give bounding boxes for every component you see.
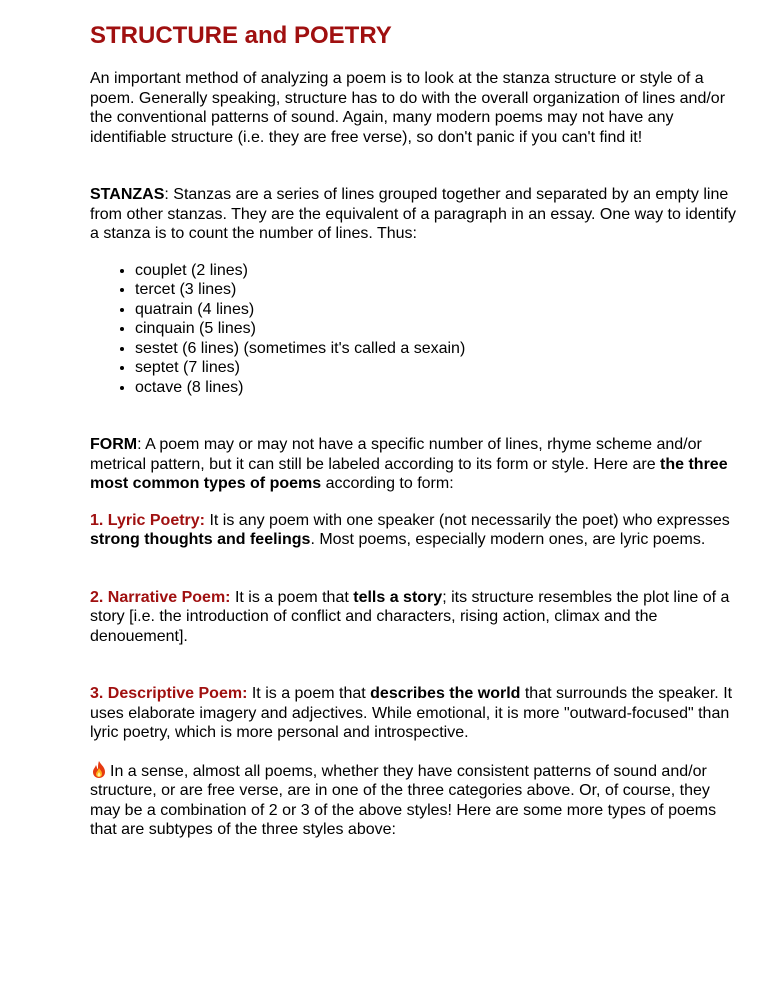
flame-icon (90, 760, 108, 779)
descriptive-bold: describes the world (370, 685, 521, 702)
form-paragraph (90, 435, 740, 494)
stanzas-text: : Stanzas are a series of lines grouped together and separated by an empty line from other stanzas. They are the equivalent of a paragraph in an essay. One way to identify a stanza is to count the number of lines. Thus: (90, 186, 736, 242)
narrative-bold: tells a story (353, 588, 443, 606)
narrative-paragraph (90, 588, 740, 647)
descriptive-text-a: It is a poem that (247, 685, 371, 702)
lyric-bold: strong thoughts and feelings (90, 531, 311, 548)
list-item: • septet (7 lines) (135, 358, 740, 378)
list-item: • octave (8 lines) (135, 378, 740, 398)
descriptive-paragraph (90, 684, 740, 743)
form-label: FORM (90, 436, 138, 453)
page-title: STRUCTURE and POETRY (90, 22, 392, 49)
descriptive-label: 3. Descriptive Poem: (90, 685, 248, 702)
lyric-label: 1. Lyric Poetry: (90, 511, 206, 529)
list-item: • couplet (2 lines) (135, 261, 740, 281)
narrative-label: 2. Narrative Poem: (90, 588, 231, 606)
list-item: • quatrain (4 lines) (135, 300, 740, 320)
list-item: • tercet (3 lines) (135, 280, 740, 300)
narrative-text-a: It is a poem that (230, 588, 354, 606)
stanzas-label: STANZAS (90, 186, 165, 203)
document-page (90, 20, 740, 840)
form-text-b: according to form: (321, 475, 454, 492)
list-item: • cinquain (5 lines) (135, 319, 740, 339)
list-item: • sestet (6 lines) (sometimes it's called a sexain) (135, 339, 740, 359)
note-paragraph (90, 760, 740, 840)
stanza-list (90, 261, 740, 398)
lyric-text-b: . Most poems, especially modern ones, are lyric poems. (310, 531, 706, 548)
form-text-a: : A poem may or may not have a specific number of lines, rhyme scheme and/or metrical pattern, but it can still be labeled according to its form or style. Here are (90, 436, 702, 473)
lyric-text-a: It is any poem with one speaker (not necessarily the poet) who expresses (205, 511, 730, 529)
descriptive-text-b: that surrounds the speaker. It uses elaborate imagery and adjectives. While emotional, it is more "outward-focused" than lyric poetry, which is more personal and introspective. (90, 685, 733, 741)
stanzas-paragraph (90, 185, 740, 244)
note-text: In a sense, almost all poems, whether they have consistent patterns of sound and/or structure, or are free verse, are in one of the three categories above. Or, of course, they may be a combination of 2 or 3 of the above styles! Here are some more types of poems that are subtypes of the three styles above: (90, 762, 717, 838)
lyric-paragraph (90, 511, 740, 550)
form-bold: the three most common types of poems (90, 455, 728, 492)
intro-paragraph: An important method of analyzing a poem is to look at the stanza structure or style of a poem. Generally speaking, structure has to do with the overall organization of lines and/or the conventional patterns of sound. Again, many modern poems may not have any identifiable structure (i.e. they are free verse), so don't panic if you can't find it! (90, 70, 726, 146)
narrative-text-b: ; its structure resembles the plot line of a story [i.e. the introduction of conflict and characters, rising action, climax and the denouement]. (90, 588, 730, 645)
